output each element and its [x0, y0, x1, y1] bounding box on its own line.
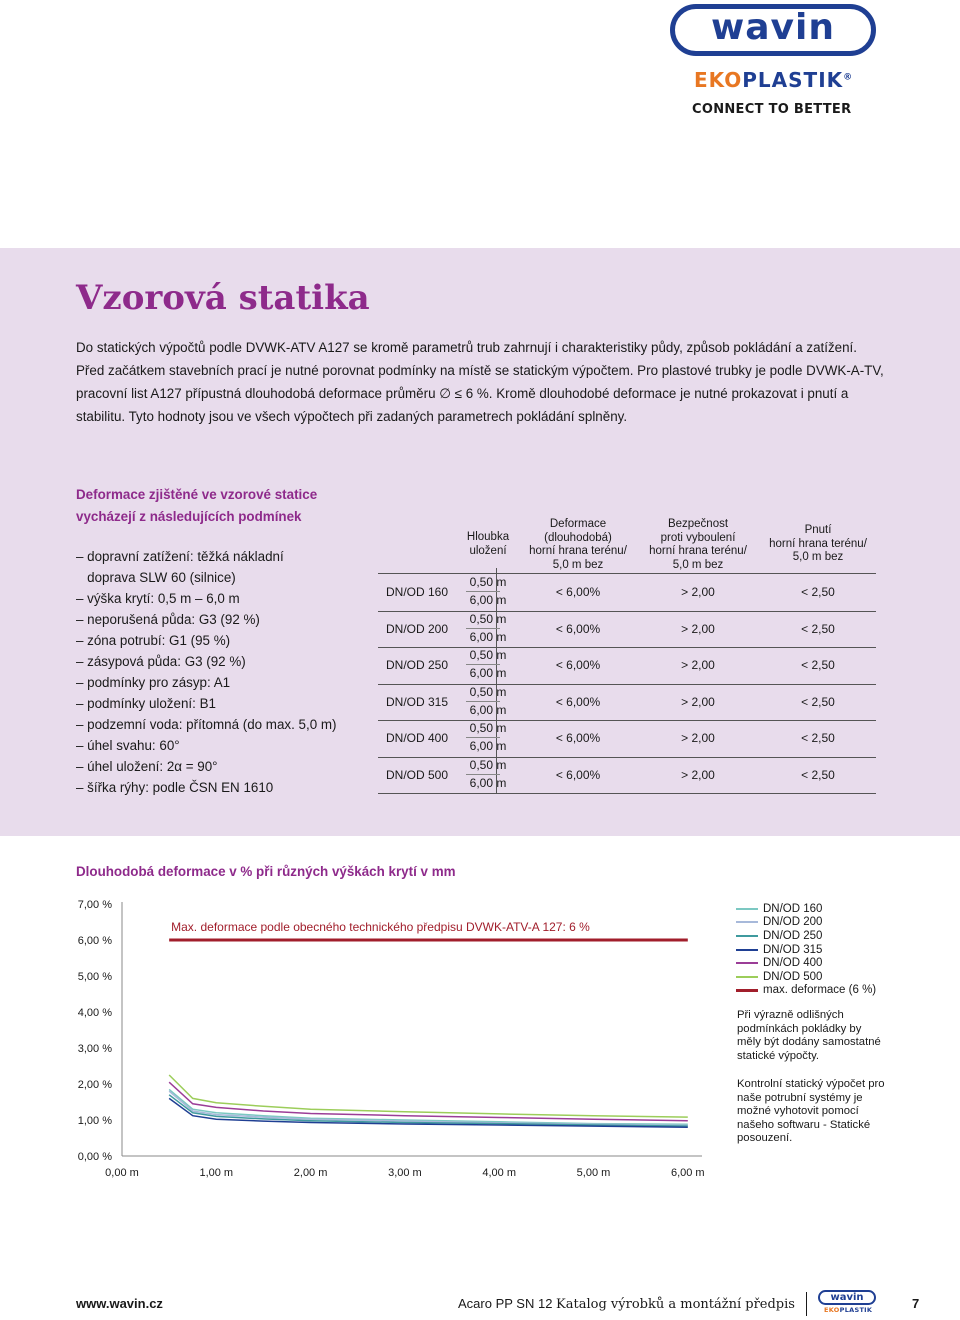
table-dn: DN/OD 400: [385, 731, 449, 745]
table-row-line: [466, 628, 500, 629]
conditions-heading-line2: vycházejí z následujících podmínek: [76, 509, 302, 524]
table-dn: DN/OD 160: [385, 585, 449, 599]
legend-item: [736, 902, 876, 916]
header-safety-line: horní hrana terénu/: [649, 545, 747, 557]
condition-item: – úhel svahu: 60°: [76, 738, 180, 753]
table-stress: < 2,50: [801, 694, 835, 709]
table-safety: > 2,00: [681, 731, 715, 745]
table-row-line: [496, 573, 876, 574]
table-deformation: < 6,00%: [555, 585, 601, 599]
table-row-line: [378, 611, 876, 612]
y-tick-label: 6,00 %: [77, 935, 112, 947]
logo-ekoplastik: [694, 68, 853, 92]
x-tick-label: 2,00 m: [293, 1167, 328, 1179]
x-tick-label: 3,00 m: [388, 1167, 422, 1179]
header-depth-line: Hloubka: [466, 531, 510, 543]
table-stress: < 2,50: [801, 767, 835, 782]
y-tick-label: 3,00 %: [77, 1043, 112, 1055]
legend-label: DN/OD 200: [763, 916, 823, 929]
condition-item: – podzemní voda: přítomná (do max. 5,0 m): [76, 717, 337, 732]
table-row-line: [378, 720, 876, 721]
condition-item: – podmínky pro zásyp: A1: [76, 675, 231, 690]
condition-item: – úhel uložení: 2α = 90°: [76, 759, 218, 774]
table-depth-max: 6,00 m: [469, 739, 507, 753]
table-row-line: [378, 793, 876, 794]
table-safety: > 2,00: [681, 694, 715, 709]
header-safety-line: proti vyboulení: [660, 531, 736, 544]
x-tick-label: 4,00 m: [482, 1167, 517, 1179]
table-safety: > 2,00: [681, 585, 715, 599]
footer-logo: [818, 1290, 876, 1316]
table-row-line: [378, 647, 876, 648]
conditions-list: [76, 546, 376, 798]
table-row-line: [378, 684, 876, 685]
header-stress-line: Pnutí: [804, 524, 832, 536]
table-depth-min: 0,50 m: [469, 611, 507, 626]
header-depth: [448, 531, 528, 558]
table-row-line: [466, 591, 500, 592]
footer-logo-plastik: PLASTIK: [839, 1306, 873, 1314]
legend-label: DN/OD 250: [763, 929, 823, 942]
table-dn: DN/OD 250: [385, 658, 449, 672]
footer-logo-eko: EKO: [824, 1306, 840, 1314]
condition-item: – zóna potrubí: G1 (95 %): [76, 633, 231, 648]
legend-swatch: [736, 921, 758, 923]
table-depth-min: 0,50 m: [469, 757, 507, 772]
logo-reg: ®: [843, 72, 854, 83]
chart-legend: [736, 902, 876, 997]
note-control-calculation: Kontrolní statický výpočet pro naše potrubní systémy je možné vyhotovit pomocí našeho softwaru - Statické posouzení.: [737, 1078, 885, 1145]
table-dn: DN/OD 315: [385, 694, 449, 709]
conditions-heading: [76, 484, 376, 528]
condition-item: – podmínky uložení: B1: [76, 696, 216, 711]
table-safety: > 2,00: [681, 621, 715, 636]
page-number: 7: [912, 1296, 920, 1311]
table-row-line: [378, 573, 496, 574]
table-depth-max: 6,00 m: [469, 702, 507, 717]
table-stress: < 2,50: [801, 731, 835, 745]
footer-logo-wordmark: wavin: [818, 1290, 876, 1305]
chart-annotation: Max. deformace podle obecného technického předpisu DVWK-ATV-A 127: 6 %: [171, 920, 590, 934]
legend-item: [736, 916, 876, 930]
footer-url[interactable]: www.wavin.cz: [76, 1296, 163, 1311]
condition-item: – šířka rýhy: podle ČSN EN 1610: [76, 780, 274, 795]
footer-product: Acaro PP SN 12: [458, 1296, 553, 1311]
condition-item: – dopravní zatížení: těžká nákladní: [76, 549, 284, 564]
intro-paragraph: Do statických výpočtů podle DVWK-ATV A127 se kromě parametrů trub zahrnují i charakteristiky půdy, způsob pokládání a zatížení. Před začátkem stavebních prací je nutné porovnat podmínky na místě se statickým výpočtem. Pro plastové trubky je podle DVWK-A-TV, pracovní list A127 přípustná dlouhodobá deformace průměru ∅ ≤ 6 %. Kromě dlouhodobé deformace je nutné prokazovat i pnutí a stabilitu. Tyto hodnoty jsou ve všech výpočtech při zadaných parametrech pokládání splněny.: [76, 340, 884, 424]
legend-label: max. deformace (6 %): [763, 984, 877, 997]
note-separate-calculations: Při výrazně odlišných podmínkách pokládky by měly být dodány samostatné statické výpočty.: [737, 1009, 881, 1062]
x-tick-label: 5,00 m: [576, 1167, 611, 1179]
legend-item: [736, 943, 876, 957]
y-tick-label: 5,00 %: [77, 971, 112, 983]
condition-item: – zásypová půda: G3 (92 %): [76, 654, 246, 669]
table-depth-max: 6,00 m: [469, 593, 507, 607]
table-deformation: < 6,00%: [555, 658, 601, 672]
table-depth-min: 0,50 m: [469, 684, 507, 699]
legend-swatch: [736, 962, 758, 964]
footer-catalog: Katalog výrobků a montážní předpis: [556, 1297, 795, 1312]
table-row-line: [378, 757, 876, 758]
table-row-line: [466, 664, 500, 665]
table-dn: DN/OD 500: [385, 767, 449, 782]
table-dn: DN/OD 200: [385, 621, 449, 636]
table-row-line: [466, 701, 500, 702]
legend-swatch: [736, 949, 758, 951]
header-stress-line: 5,0 m bez: [792, 551, 844, 563]
logo-eko-text: EKO: [694, 68, 743, 92]
footer-logo-ekoplastik: [824, 1306, 872, 1314]
table-deformation: < 6,00%: [555, 767, 601, 782]
condition-item: – výška krytí: 0,5 m – 6,0 m: [76, 591, 240, 606]
y-tick-label: 4,00 %: [77, 1007, 112, 1019]
header-safety-line: Bezpečnost: [667, 518, 729, 530]
table-stress: < 2,50: [801, 658, 835, 672]
legend-label: DN/OD 315: [763, 943, 823, 956]
legend-swatch: [736, 935, 758, 937]
legend-label: DN/OD 400: [763, 957, 823, 970]
table-depth-max: 6,00 m: [469, 775, 507, 790]
legend-label: DN/OD 160: [763, 902, 823, 915]
legend-swatch: [736, 976, 758, 978]
header-deformation: [518, 518, 638, 572]
table-depth-min: 0,50 m: [469, 575, 507, 589]
legend-item: [736, 970, 876, 984]
deformation-chart: [60, 894, 720, 1194]
table-deformation: < 6,00%: [555, 731, 601, 745]
series-line-500: [169, 1075, 688, 1117]
header-stress: [758, 524, 878, 565]
table-safety: > 2,00: [681, 767, 715, 782]
table-stress: < 2,50: [801, 621, 835, 636]
table-depth-max: 6,00 m: [469, 666, 507, 680]
legend-label: DN/OD 500: [763, 970, 823, 983]
header-stress-line: horní hrana terénu/: [769, 537, 867, 550]
logo-tagline: CONNECT TO BETTER: [692, 102, 852, 117]
header-deformation-line: horní hrana terénu/: [529, 545, 627, 557]
table-depth-min: 0,50 m: [469, 648, 507, 662]
table-row-line: [466, 737, 500, 738]
y-tick-label: 2,00 %: [77, 1079, 112, 1091]
table-depth-max: 6,00 m: [469, 629, 507, 644]
chart-title: Dlouhodobá deformace v % při různých výškách krytí v mm: [76, 864, 456, 879]
x-tick-label: 1,00 m: [199, 1167, 234, 1179]
condition-item: – neporušená půda: G3 (92 %): [76, 612, 260, 627]
table-safety: > 2,00: [681, 658, 715, 672]
header-depth-line: uložení: [469, 544, 507, 557]
legend-item: [736, 956, 876, 970]
header-deformation-line: Deformace: [549, 518, 607, 530]
legend-swatch: [736, 989, 758, 992]
conditions-heading-line1: Deformace zjištěné ve vzorové statice: [76, 487, 318, 502]
y-tick-label: 7,00 %: [77, 899, 112, 911]
y-tick-label: 1,00 %: [77, 1115, 112, 1127]
table-deformation: < 6,00%: [555, 694, 601, 709]
header-deformation-line: (dlouhodobá): [544, 531, 612, 544]
page-title: Vzorová statika: [76, 278, 370, 318]
header-safety: [638, 518, 758, 572]
wavin-logo: [668, 4, 878, 119]
x-tick-label: 6,00 m: [670, 1167, 705, 1179]
table-row-line: [466, 774, 500, 775]
header-deformation-line: 5,0 m bez: [552, 558, 604, 571]
logo-plastik-text: PLASTIK: [742, 68, 844, 92]
table-stress: < 2,50: [801, 585, 835, 599]
legend-item: [736, 984, 876, 998]
y-tick-label: 0,00 %: [77, 1151, 112, 1163]
footer-title: [458, 1296, 795, 1312]
footer-separator: [806, 1292, 807, 1316]
legend-swatch: [736, 908, 758, 910]
header-safety-line: 5,0 m bez: [672, 558, 724, 571]
table-deformation: < 6,00%: [555, 621, 601, 636]
table-depth-min: 0,50 m: [469, 721, 507, 735]
condition-item: doprava SLW 60 (silnice): [76, 570, 236, 585]
x-tick-label: 0,00 m: [105, 1167, 139, 1179]
logo-wordmark: wavin: [711, 7, 835, 48]
legend-item: [736, 929, 876, 943]
